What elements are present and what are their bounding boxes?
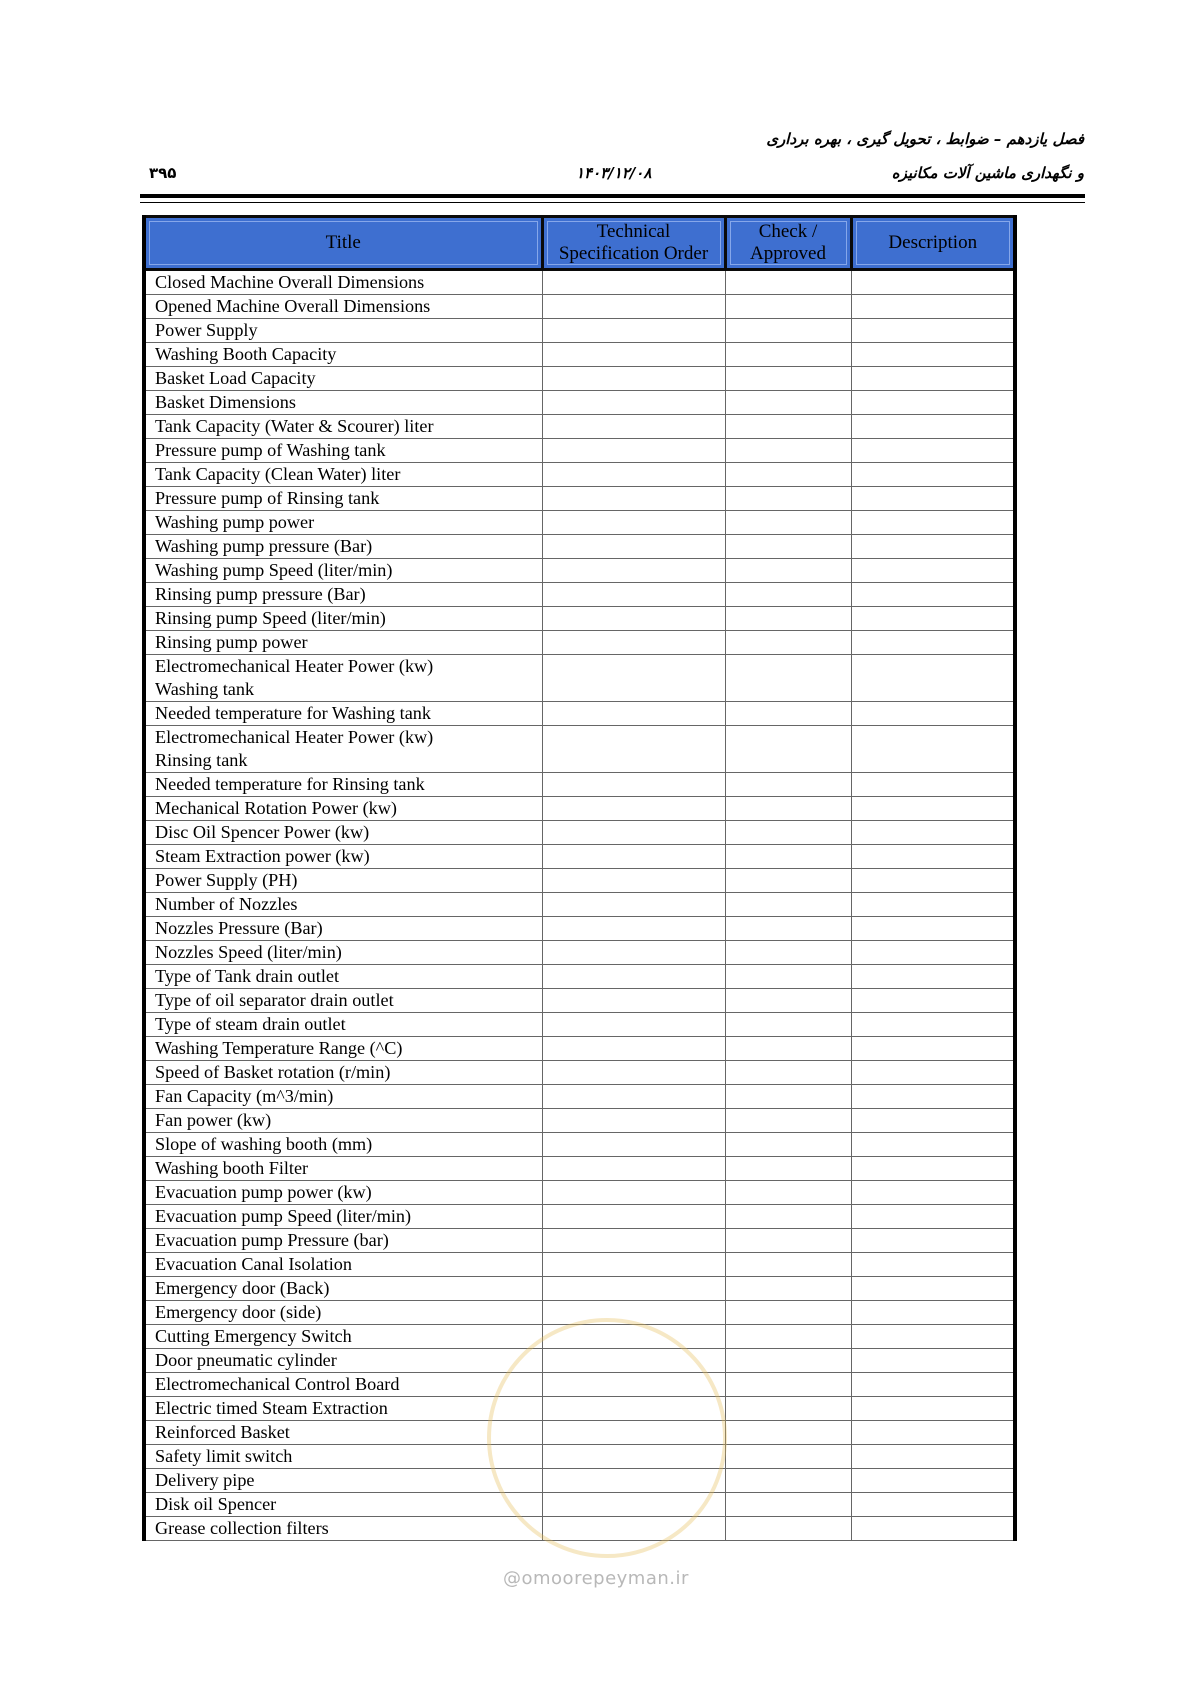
description-cell[interactable]	[851, 463, 1015, 487]
check-approved-cell[interactable]	[725, 726, 851, 773]
check-approved-cell[interactable]	[725, 391, 851, 415]
table-row	[144, 1181, 1015, 1205]
table-row	[144, 295, 1015, 319]
spec-order-cell[interactable]	[542, 1253, 725, 1277]
spec-order-cell[interactable]	[542, 1181, 725, 1205]
row-title-cell: Tank Capacity (Water & Scourer) liter	[144, 415, 542, 439]
chapter-title-line1: فصل یازدهم – ضوابط ، تحویل گیری ، بهره برداری	[766, 130, 1084, 148]
spec-order-cell[interactable]	[542, 1133, 725, 1157]
check-approved-cell[interactable]	[725, 1229, 851, 1253]
description-cell[interactable]	[851, 1085, 1015, 1109]
row-title-line: Electromechanical Heater Power (kw)	[155, 656, 434, 676]
spec-order-cell[interactable]	[542, 487, 725, 511]
table-row	[144, 1133, 1015, 1157]
column-header-description-label: Description	[888, 232, 978, 253]
check-approved-cell[interactable]	[725, 463, 851, 487]
description-cell[interactable]	[851, 941, 1015, 965]
check-approved-cell[interactable]	[725, 1085, 851, 1109]
description-cell[interactable]	[851, 1133, 1015, 1157]
table-row	[144, 1085, 1015, 1109]
description-cell[interactable]	[851, 726, 1015, 773]
spec-order-cell[interactable]	[542, 1421, 725, 1445]
check-approved-cell[interactable]	[725, 1253, 851, 1277]
description-cell[interactable]	[851, 989, 1015, 1013]
description-cell[interactable]	[851, 559, 1015, 583]
row-title-cell: Pressure pump of Washing tank	[144, 439, 542, 463]
description-cell[interactable]	[851, 1253, 1015, 1277]
check-approved-cell[interactable]	[725, 1445, 851, 1469]
spec-order-cell[interactable]	[542, 1517, 725, 1541]
spec-order-cell[interactable]	[542, 1085, 725, 1109]
row-title-cell: Evacuation pump Pressure (bar)	[144, 1229, 542, 1253]
check-approved-cell[interactable]	[725, 270, 851, 295]
table-row	[144, 1325, 1015, 1349]
row-title-cell: Basket Load Capacity	[144, 367, 542, 391]
check-approved-cell[interactable]	[725, 773, 851, 797]
header-rule-thick	[140, 194, 1085, 198]
spec-order-cell[interactable]	[542, 965, 725, 989]
spec-order-cell[interactable]	[542, 1493, 725, 1517]
row-title-cell: Washing pump Speed (liter/min)	[144, 559, 542, 583]
row-title-cell: Washing Temperature Range (^C)	[144, 1037, 542, 1061]
check-approved-cell[interactable]	[725, 583, 851, 607]
check-approved-cell[interactable]	[725, 535, 851, 559]
row-title-cell: Washing booth Filter	[144, 1157, 542, 1181]
spec-order-cell[interactable]	[542, 559, 725, 583]
check-approved-cell[interactable]	[725, 1517, 851, 1541]
row-title-cell: Fan power (kw)	[144, 1109, 542, 1133]
row-title-cell	[144, 726, 542, 773]
description-cell[interactable]	[851, 1445, 1015, 1469]
table-row	[144, 319, 1015, 343]
check-approved-cell[interactable]	[725, 1133, 851, 1157]
description-cell[interactable]	[851, 1229, 1015, 1253]
check-approved-cell[interactable]	[725, 1181, 851, 1205]
table-row	[144, 391, 1015, 415]
table-row	[144, 797, 1015, 821]
row-title-cell: Electromechanical Control Board	[144, 1373, 542, 1397]
spec-order-cell[interactable]	[542, 1277, 725, 1301]
table-row	[144, 1205, 1015, 1229]
table-row	[144, 487, 1015, 511]
description-cell[interactable]	[851, 821, 1015, 845]
row-title-cell: Tank Capacity (Clean Water) liter	[144, 463, 542, 487]
row-title-cell: Rinsing pump pressure (Bar)	[144, 583, 542, 607]
check-approved-cell[interactable]	[725, 1421, 851, 1445]
spec-order-cell[interactable]	[542, 989, 725, 1013]
description-cell[interactable]	[851, 1181, 1015, 1205]
column-header-spec-line1: Technical	[596, 221, 671, 242]
check-approved-cell[interactable]	[725, 821, 851, 845]
check-approved-cell[interactable]	[725, 1373, 851, 1397]
row-title-cell: Needed temperature for Rinsing tank	[144, 773, 542, 797]
spec-order-cell[interactable]	[542, 439, 725, 463]
check-approved-cell[interactable]	[725, 1061, 851, 1085]
check-approved-cell[interactable]	[725, 295, 851, 319]
description-cell[interactable]	[851, 1301, 1015, 1325]
spec-order-cell[interactable]	[542, 726, 725, 773]
spec-order-cell[interactable]	[542, 1109, 725, 1133]
row-title-cell: Grease collection filters	[144, 1517, 542, 1541]
column-header-title	[144, 217, 542, 270]
row-title-cell: Speed of Basket rotation (r/min)	[144, 1061, 542, 1085]
check-approved-cell[interactable]	[725, 1277, 851, 1301]
spec-order-cell[interactable]	[542, 1445, 725, 1469]
check-approved-cell[interactable]	[725, 845, 851, 869]
description-cell[interactable]	[851, 1205, 1015, 1229]
check-approved-cell[interactable]	[725, 941, 851, 965]
check-approved-cell[interactable]	[725, 1205, 851, 1229]
table-row	[144, 439, 1015, 463]
row-title-line: Washing tank	[155, 679, 255, 699]
description-cell[interactable]	[851, 1013, 1015, 1037]
check-approved-cell[interactable]	[725, 1397, 851, 1421]
table-row	[144, 845, 1015, 869]
description-cell[interactable]	[851, 319, 1015, 343]
spec-order-cell[interactable]	[542, 1397, 725, 1421]
spec-order-cell[interactable]	[542, 1061, 725, 1085]
description-cell[interactable]	[851, 415, 1015, 439]
row-title-cell: Number of Nozzles	[144, 893, 542, 917]
description-cell[interactable]	[851, 631, 1015, 655]
description-cell[interactable]	[851, 343, 1015, 367]
spec-order-cell[interactable]	[542, 631, 725, 655]
row-title-cell: Nozzles Speed (liter/min)	[144, 941, 542, 965]
description-cell[interactable]	[851, 1349, 1015, 1373]
header-rule-thin	[140, 202, 1085, 203]
spec-order-cell[interactable]	[542, 1157, 725, 1181]
description-cell[interactable]	[851, 295, 1015, 319]
check-approved-cell[interactable]	[725, 1037, 851, 1061]
description-cell[interactable]	[851, 917, 1015, 941]
table-row	[144, 1493, 1015, 1517]
spec-order-cell[interactable]	[542, 319, 725, 343]
spec-order-cell[interactable]	[542, 1469, 725, 1493]
description-cell[interactable]	[851, 1061, 1015, 1085]
description-cell[interactable]	[851, 1325, 1015, 1349]
table-row	[144, 631, 1015, 655]
table-row	[144, 893, 1015, 917]
spec-order-cell[interactable]	[542, 941, 725, 965]
row-title-cell: Washing pump pressure (Bar)	[144, 535, 542, 559]
row-title-cell: Opened Machine Overall Dimensions	[144, 295, 542, 319]
description-cell[interactable]	[851, 439, 1015, 463]
row-title-cell: Closed Machine Overall Dimensions	[144, 270, 542, 295]
check-approved-cell[interactable]	[725, 1469, 851, 1493]
table-row	[144, 463, 1015, 487]
check-approved-cell[interactable]	[725, 1325, 851, 1349]
description-cell[interactable]	[851, 487, 1015, 511]
spec-order-cell[interactable]	[542, 463, 725, 487]
table-row	[144, 773, 1015, 797]
check-approved-cell[interactable]	[725, 607, 851, 631]
description-cell[interactable]	[851, 535, 1015, 559]
description-cell[interactable]	[851, 797, 1015, 821]
description-cell[interactable]	[851, 965, 1015, 989]
spec-order-cell[interactable]	[542, 295, 725, 319]
description-cell[interactable]	[851, 1469, 1015, 1493]
table-row	[144, 1061, 1015, 1085]
spec-order-cell[interactable]	[542, 583, 725, 607]
description-cell[interactable]	[851, 845, 1015, 869]
row-title-cell: Needed temperature for Washing tank	[144, 702, 542, 726]
spec-order-cell[interactable]	[542, 1205, 725, 1229]
spec-order-cell[interactable]	[542, 607, 725, 631]
row-title-cell: Door pneumatic cylinder	[144, 1349, 542, 1373]
row-title-cell: Type of Tank drain outlet	[144, 965, 542, 989]
table-row	[144, 1517, 1015, 1541]
table-row	[144, 1349, 1015, 1373]
table-row	[144, 367, 1015, 391]
description-cell[interactable]	[851, 1037, 1015, 1061]
table-row	[144, 270, 1015, 295]
watermark-text: @omoorepeyman.ir	[503, 1568, 689, 1589]
check-approved-cell[interactable]	[725, 319, 851, 343]
table-row	[144, 583, 1015, 607]
row-title-cell: Cutting Emergency Switch	[144, 1325, 542, 1349]
row-title-cell: Power Supply (PH)	[144, 869, 542, 893]
table-row	[144, 415, 1015, 439]
description-cell[interactable]	[851, 893, 1015, 917]
spec-order-cell[interactable]	[542, 270, 725, 295]
description-cell[interactable]	[851, 1157, 1015, 1181]
spec-order-cell[interactable]	[542, 655, 725, 702]
check-approved-cell[interactable]	[725, 1349, 851, 1373]
check-approved-cell[interactable]	[725, 487, 851, 511]
check-approved-cell[interactable]	[725, 415, 851, 439]
spec-order-cell[interactable]	[542, 1229, 725, 1253]
check-approved-cell[interactable]	[725, 367, 851, 391]
table-row	[144, 1277, 1015, 1301]
row-title-cell: Washing Booth Capacity	[144, 343, 542, 367]
description-cell[interactable]	[851, 1517, 1015, 1541]
row-title-cell: Mechanical Rotation Power (kw)	[144, 797, 542, 821]
description-cell[interactable]	[851, 367, 1015, 391]
check-approved-cell[interactable]	[725, 869, 851, 893]
table-row	[144, 1253, 1015, 1277]
table-row	[144, 821, 1015, 845]
check-approved-cell[interactable]	[725, 631, 851, 655]
table-row	[144, 1013, 1015, 1037]
description-cell[interactable]	[851, 773, 1015, 797]
row-title-cell: Electric timed Steam Extraction	[144, 1397, 542, 1421]
check-approved-cell[interactable]	[725, 917, 851, 941]
column-header-description	[851, 217, 1015, 270]
column-header-spec-order	[542, 217, 725, 270]
column-header-check-approved	[725, 217, 851, 270]
spec-order-cell[interactable]	[542, 1349, 725, 1373]
row-title-cell: Rinsing pump Speed (liter/min)	[144, 607, 542, 631]
check-approved-cell[interactable]	[725, 797, 851, 821]
table-row	[144, 1397, 1015, 1421]
table-row	[144, 1421, 1015, 1445]
row-title-cell: Power Supply	[144, 319, 542, 343]
table-row	[144, 917, 1015, 941]
check-approved-cell[interactable]	[725, 511, 851, 535]
spec-order-cell[interactable]	[542, 821, 725, 845]
table-row	[144, 941, 1015, 965]
row-title-cell: Type of steam drain outlet	[144, 1013, 542, 1037]
table-row	[144, 655, 1015, 702]
table-row	[144, 559, 1015, 583]
table-row	[144, 1469, 1015, 1493]
row-title-cell	[144, 655, 542, 702]
column-header-title-label: Title	[325, 232, 361, 253]
table-row	[144, 702, 1015, 726]
table-row	[144, 1229, 1015, 1253]
check-approved-cell[interactable]	[725, 559, 851, 583]
spec-order-cell[interactable]	[542, 367, 725, 391]
row-title-cell: Rinsing pump power	[144, 631, 542, 655]
spec-order-cell[interactable]	[542, 702, 725, 726]
row-title-cell: Evacuation Canal Isolation	[144, 1253, 542, 1277]
table-row	[144, 1445, 1015, 1469]
row-title-cell: Nozzles Pressure (Bar)	[144, 917, 542, 941]
description-cell[interactable]	[851, 702, 1015, 726]
check-approved-cell[interactable]	[725, 989, 851, 1013]
table-row	[144, 1109, 1015, 1133]
description-cell[interactable]	[851, 869, 1015, 893]
description-cell[interactable]	[851, 1373, 1015, 1397]
description-cell[interactable]	[851, 655, 1015, 702]
chapter-title-line2: و نگهداری ماشین آلات مکانیزه	[891, 164, 1084, 182]
spec-order-cell[interactable]	[542, 343, 725, 367]
description-cell[interactable]	[851, 1493, 1015, 1517]
spec-order-cell[interactable]	[542, 535, 725, 559]
row-title-cell: Slope of washing booth (mm)	[144, 1133, 542, 1157]
check-approved-cell[interactable]	[725, 1109, 851, 1133]
check-approved-cell[interactable]	[725, 343, 851, 367]
row-title-cell: Reinforced Basket	[144, 1421, 542, 1445]
table-row	[144, 535, 1015, 559]
description-cell[interactable]	[851, 1421, 1015, 1445]
spec-table-body	[144, 270, 1015, 1541]
spec-order-cell[interactable]	[542, 1325, 725, 1349]
check-approved-cell[interactable]	[725, 965, 851, 989]
check-approved-cell[interactable]	[725, 702, 851, 726]
spec-order-cell[interactable]	[542, 1037, 725, 1061]
row-title-cell: Disk oil Spencer	[144, 1493, 542, 1517]
spec-order-cell[interactable]	[542, 1301, 725, 1325]
row-title-cell: Steam Extraction power (kw)	[144, 845, 542, 869]
table-header-row	[144, 217, 1015, 270]
row-title-line: Rinsing tank	[155, 750, 248, 770]
spec-order-cell[interactable]	[542, 391, 725, 415]
spec-table	[142, 215, 1017, 1541]
row-title-cell: Evacuation pump power (kw)	[144, 1181, 542, 1205]
column-header-check-line1: Check /	[758, 221, 818, 242]
table-row	[144, 989, 1015, 1013]
table-row	[144, 726, 1015, 773]
row-title-cell: Disc Oil Spencer Power (kw)	[144, 821, 542, 845]
check-approved-cell[interactable]	[725, 1493, 851, 1517]
row-title-cell: Pressure pump of Rinsing tank	[144, 487, 542, 511]
row-title-cell: Fan Capacity (m^3/min)	[144, 1085, 542, 1109]
spec-order-cell[interactable]	[542, 869, 725, 893]
description-cell[interactable]	[851, 1277, 1015, 1301]
row-title-cell: Emergency door (Back)	[144, 1277, 542, 1301]
spec-order-cell[interactable]	[542, 893, 725, 917]
check-approved-cell[interactable]	[725, 1013, 851, 1037]
check-approved-cell[interactable]	[725, 439, 851, 463]
table-row	[144, 511, 1015, 535]
row-title-line: Electromechanical Heater Power (kw)	[155, 727, 434, 747]
spec-order-cell[interactable]	[542, 415, 725, 439]
row-title-cell: Emergency door (side)	[144, 1301, 542, 1325]
check-approved-cell[interactable]	[725, 1301, 851, 1325]
spec-order-cell[interactable]	[542, 1373, 725, 1397]
table-row	[144, 1037, 1015, 1061]
table-row	[144, 869, 1015, 893]
check-approved-cell[interactable]	[725, 893, 851, 917]
description-cell[interactable]	[851, 270, 1015, 295]
description-cell[interactable]	[851, 1397, 1015, 1421]
check-approved-cell[interactable]	[725, 1157, 851, 1181]
table-row	[144, 607, 1015, 631]
spec-order-cell[interactable]	[542, 797, 725, 821]
spec-order-cell[interactable]	[542, 1013, 725, 1037]
column-header-spec-line2: Specification Order	[558, 243, 709, 264]
spec-order-cell[interactable]	[542, 845, 725, 869]
table-row	[144, 965, 1015, 989]
page-number: ۳۹۵	[149, 164, 177, 182]
row-title-cell: Washing pump power	[144, 511, 542, 535]
column-header-check-line2: Approved	[750, 243, 826, 264]
spec-table-container	[142, 215, 1013, 1541]
row-title-cell: Basket Dimensions	[144, 391, 542, 415]
description-cell[interactable]	[851, 511, 1015, 535]
document-date: ۱۴۰۳/۱۲/۰۸	[576, 164, 652, 182]
table-row	[144, 1157, 1015, 1181]
row-title-cell: Type of oil separator drain outlet	[144, 989, 542, 1013]
check-approved-cell[interactable]	[725, 655, 851, 702]
table-row	[144, 1301, 1015, 1325]
table-row	[144, 1373, 1015, 1397]
description-cell[interactable]	[851, 391, 1015, 415]
table-row	[144, 343, 1015, 367]
spec-order-cell[interactable]	[542, 511, 725, 535]
row-title-cell: Evacuation pump Speed (liter/min)	[144, 1205, 542, 1229]
description-cell[interactable]	[851, 1109, 1015, 1133]
spec-order-cell[interactable]	[542, 773, 725, 797]
description-cell[interactable]	[851, 583, 1015, 607]
row-title-cell: Delivery pipe	[144, 1469, 542, 1493]
spec-order-cell[interactable]	[542, 917, 725, 941]
description-cell[interactable]	[851, 607, 1015, 631]
row-title-cell: Safety limit switch	[144, 1445, 542, 1469]
